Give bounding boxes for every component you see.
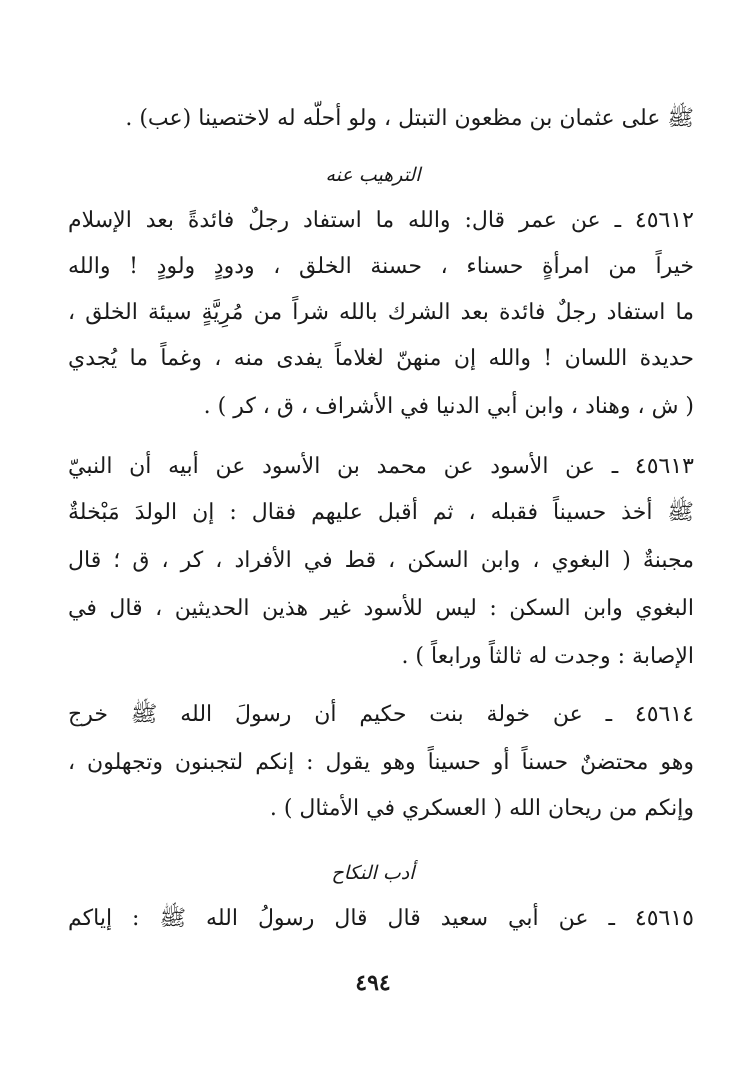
hadith-45614-line: ٤٥٦١٤ ـ عن خولة بنت حكيم أن رسولَ الله ﷺ خرج bbox=[68, 702, 694, 727]
text-line: ﷺ على عثمان بن مظعون التبتل ، ولو أحلّه له لاختصينا (عب) . bbox=[125, 106, 694, 131]
hadith-45612-line: ٤٥٦١٢ ـ عن عمر قال: والله ما استفاد رجلٌ فائدةً بعد الإسلام bbox=[68, 208, 694, 233]
hadith-45614-line: وإنكم من ريحان الله ( العسكري في الأمثال ) . bbox=[269, 796, 694, 821]
hadith-45613-line: مجبنةٌ ( البغوي ، وابن السكن ، قط في الأفراد ، كر ، ق ؛ قال bbox=[68, 548, 694, 573]
hadith-45613-line: الإصابة : وجدت له ثالثاً ورابعاً ) . bbox=[401, 644, 694, 669]
hadith-45612-line: ما استفاد رجلٌ فائدة بعد الشرك بالله شراً من مُرِيَّةٍ سيئة الخلق ، bbox=[68, 300, 694, 325]
hadith-45612-line: خيراً من امرأةٍ حسناء ، حسنة الخلق ، ودودٍ ولودٍ ! والله bbox=[68, 254, 694, 279]
hadith-45612-line: ( ش ، وهناد ، وابن أبي الدنيا في الأشراف ، ق ، كر ) . bbox=[203, 394, 694, 419]
page-number: ٤٩٤ bbox=[355, 970, 391, 996]
hadith-45612-line: حديدة اللسان ! والله إن منهنّ لغلاماً يفدى منه ، وغماً ما يُجدي bbox=[68, 346, 694, 371]
hadith-45613-line: ٤٥٦١٣ ـ عن الأسود عن محمد بن الأسود عن أبيه أن النبيّ bbox=[68, 454, 694, 479]
hadith-45613-line: البغوي وابن السكن : ليس للأسود غير هذين الحديثين ، قال في bbox=[68, 596, 694, 621]
hadith-45613-line: ﷺ أخذ حسيناً فقبله ، ثم أقبل عليهم فقال : إن الولدَ مَبْخلةٌ bbox=[68, 500, 694, 525]
hadith-45615-line: ٤٥٦١٥ ـ عن أبي سعيد قال قال رسولُ الله ﷺ : إياكم bbox=[68, 906, 694, 931]
section-heading-adab-nikah: أدب النكاح bbox=[331, 862, 415, 884]
hadith-45614-line: وهو محتضنٌ حسناً أو حسيناً وهو يقول : إنكم لتجبنون وتجهلون ، bbox=[68, 750, 694, 775]
section-heading-tarhib: الترهيب عنه bbox=[325, 164, 421, 186]
